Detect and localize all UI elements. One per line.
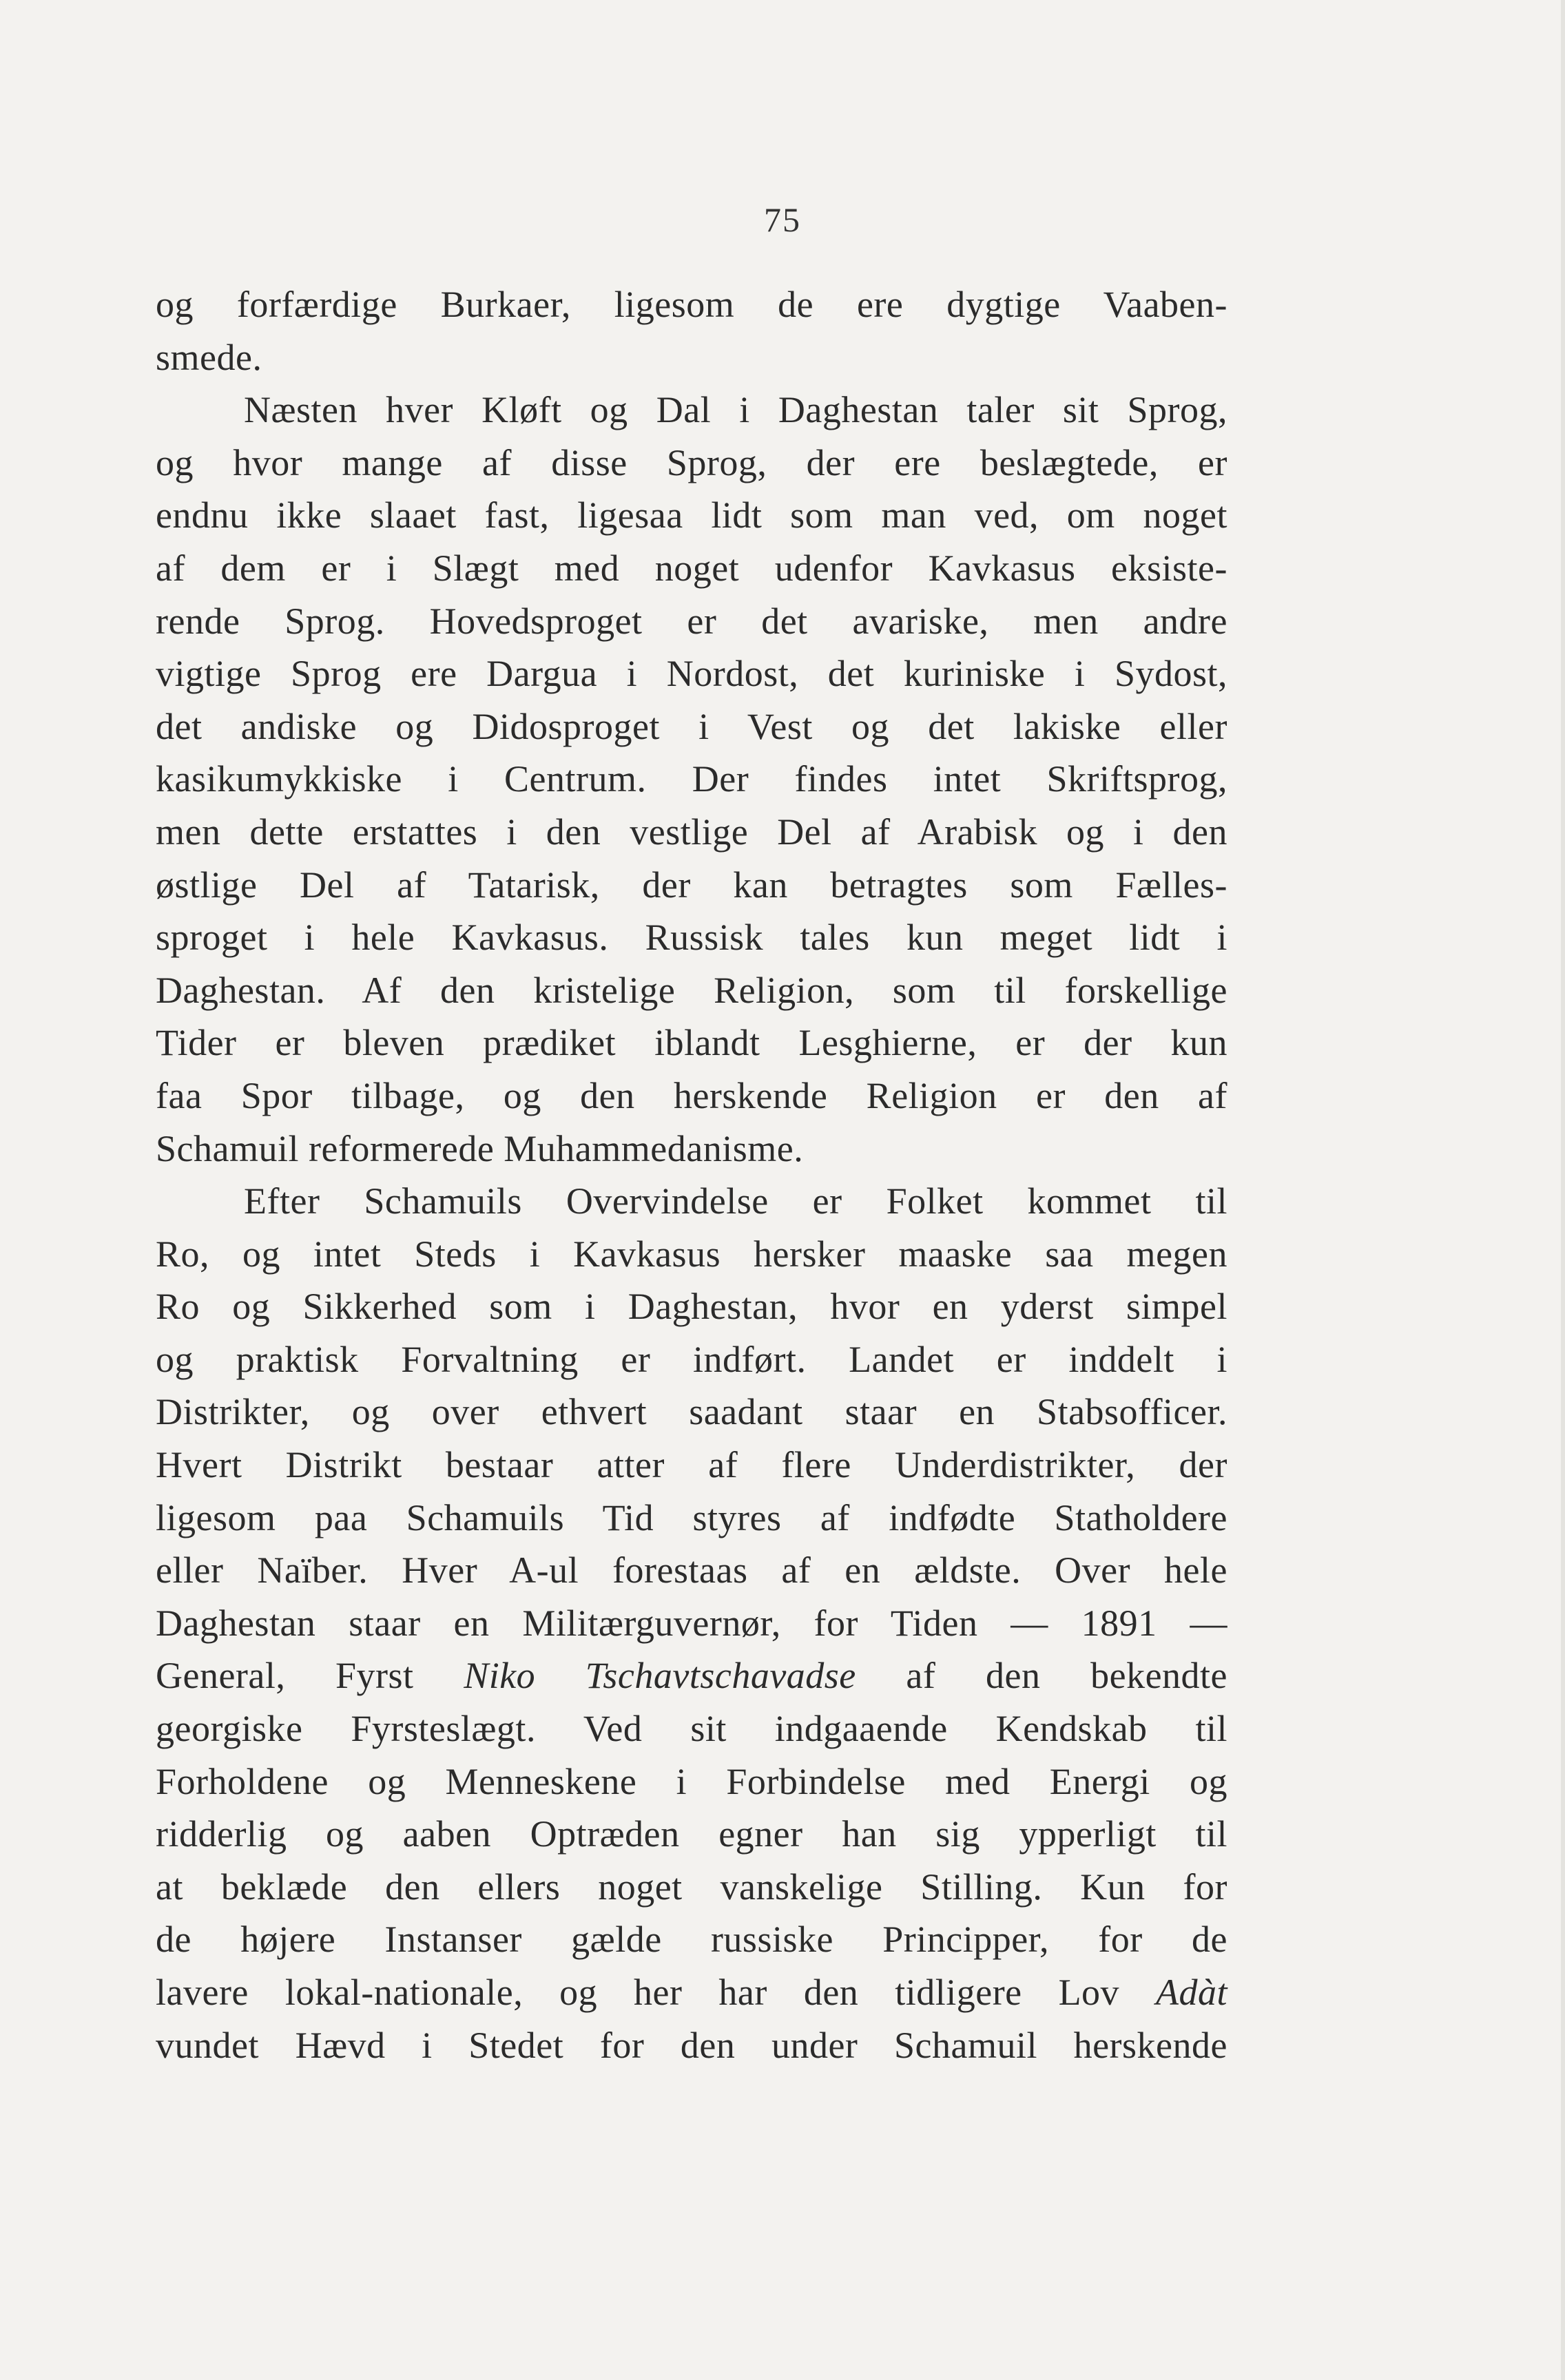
text-line: Hvert Distrikt bestaar atter af flere Underdistrikter, der xyxy=(156,1444,1227,1486)
text-line: og hvor mange af disse Sprog, der ere beslægtede, er xyxy=(156,441,1227,483)
text-line xyxy=(156,1649,1227,1702)
text-line: eller Naïber. Hver A-ul forestaas af en ældste. Over hele xyxy=(156,1549,1227,1591)
text-line: af dem er i Slægt med noget udenfor Kavkasus eksiste- xyxy=(156,547,1227,589)
text-line: faa Spor tilbage, og den herskende Religion er den af xyxy=(156,1074,1227,1116)
text-line: Daghestan staar en Militærguvernør, for Tiden — 1891 — xyxy=(156,1602,1227,1644)
text-line: at beklæde den ellers noget vanskelige Stilling. Kun for xyxy=(156,1866,1227,1908)
text-line: Daghestan. Af den kristelige Religion, som til forskellige xyxy=(156,969,1227,1011)
text-line: ligesom paa Schamuils Tid styres af indfødte Statholdere xyxy=(156,1496,1227,1538)
text-line: Forholdene og Menneskene i Forbindelse med Energi og xyxy=(156,1760,1227,1802)
text-line: rende Sprog. Hovedsproget er det avariske, men andre xyxy=(156,600,1227,642)
text-line: georgiske Fyrsteslægt. Ved sit indgaaende Kendskab til xyxy=(156,1708,1227,1750)
text-line: men dette erstattes i den vestlige Del af Arabisk og i den xyxy=(156,811,1227,853)
text-line: endnu ikke slaaet fast, ligesaa lidt som man ved, om noget xyxy=(156,494,1227,536)
text-line: det andiske og Didosproget i Vest og det lakiske eller xyxy=(156,705,1227,747)
text-line: smede. xyxy=(156,336,262,378)
text-line: sproget i hele Kavkasus. Russisk tales kun meget lidt i xyxy=(156,917,1227,959)
text-line: Distrikter, og over ethvert saadant staar en Stabsofficer. xyxy=(156,1391,1227,1433)
text-line: ridderlig og aaben Optræden egner han sig ypperligt til xyxy=(156,1813,1227,1855)
text-line: Ro og Sikkerhed som i Daghestan, hvor en yderst simpel xyxy=(156,1286,1227,1328)
italic-term: Adàt xyxy=(1156,1972,1227,2013)
text-run: af den bekendte xyxy=(856,1655,1228,1697)
text-line: og praktisk Forvaltning er indført. Landet er inddelt i xyxy=(156,1338,1227,1380)
page-number: 75 xyxy=(764,200,801,239)
text-line: og forfærdige Burkaer, ligesom de ere dygtige Vaaben- xyxy=(156,284,1227,325)
text-line: vundet Hævd i Stedet for den under Schamuil herskende xyxy=(156,2024,1227,2066)
text-line: østlige Del af Tatarisk, der kan betragtes som Fælles- xyxy=(156,864,1227,906)
text-line: de højere Instanser gælde russiske Principper, for de xyxy=(156,1919,1227,1961)
text-line: Næsten hver Kløft og Dal i Daghestan taler sit Sprog, xyxy=(244,389,1227,431)
page-edge xyxy=(1561,0,1565,2380)
text-run: General, Fyrst xyxy=(156,1655,464,1697)
text-line: Schamuil reformerede Muhammedanisme. xyxy=(156,1127,804,1169)
body-text xyxy=(156,278,1227,2071)
text-line: Tider er bleven prædiket iblandt Lesghierne, er der kun xyxy=(156,1022,1227,1064)
text-line: Ro, og intet Steds i Kavkasus hersker maaske saa megen xyxy=(156,1233,1227,1275)
text-line: kasikumykkiske i Centrum. Der findes intet Skriftsprog, xyxy=(156,758,1227,800)
text-line: Efter Schamuils Overvindelse er Folket kommet til xyxy=(244,1180,1227,1222)
italic-name: Niko Tschavtschavadse xyxy=(464,1655,856,1697)
text-line xyxy=(156,1966,1227,2019)
text-run: lavere lokal-nationale, og her har den tidligere Lov xyxy=(156,1972,1156,2013)
text-line: vigtige Sprog ere Dargua i Nordost, det kuriniske i Sydost, xyxy=(156,653,1227,695)
